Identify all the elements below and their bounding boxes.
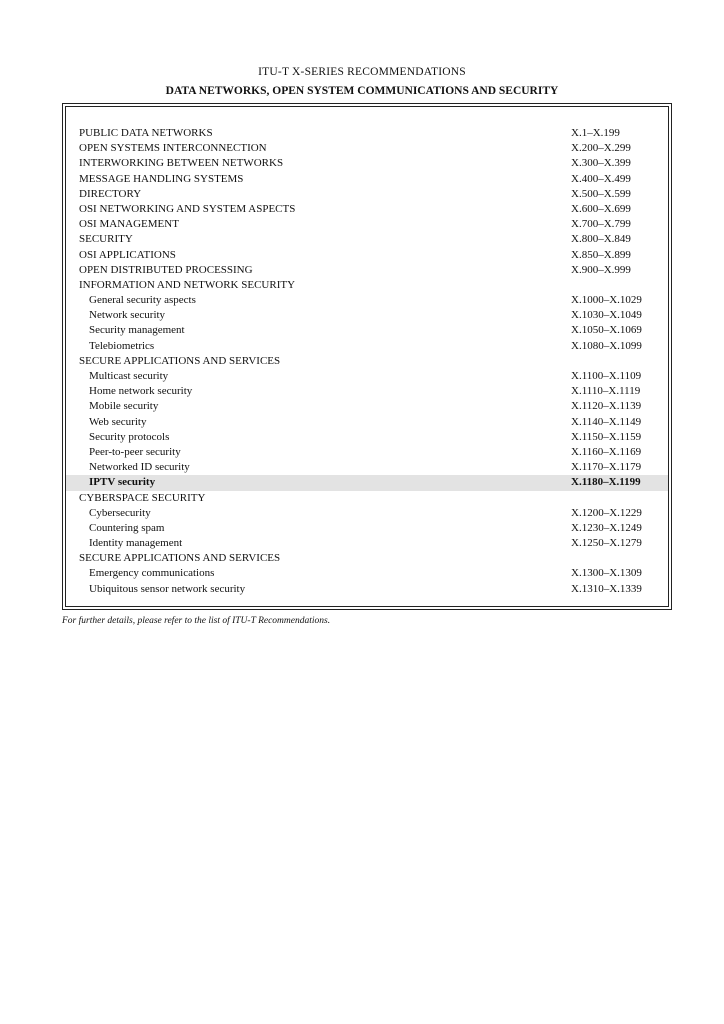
row-label: Telebiometrics — [89, 339, 155, 352]
section-heading-row — [66, 551, 668, 566]
subsection-row — [66, 536, 668, 551]
row-label: INFORMATION AND NETWORK SECURITY — [79, 278, 296, 291]
row-label: General security aspects — [89, 294, 196, 307]
subsection-row — [66, 384, 668, 399]
row-label: DIRECTORY — [79, 187, 142, 200]
row-range: X.1110–X.1119 — [571, 385, 641, 398]
row-label: Security management — [89, 324, 185, 337]
row-label: Identity management — [89, 537, 183, 550]
row-label: IPTV security — [89, 476, 156, 489]
section-row — [66, 217, 668, 232]
row-range: X.1300–X.1309 — [571, 567, 642, 580]
section-row — [66, 156, 668, 171]
page-title: ITU-T X-SERIES RECOMMENDATIONS — [258, 66, 466, 78]
row-label: INTERWORKING BETWEEN NETWORKS — [79, 157, 284, 170]
subsection-row — [66, 369, 668, 384]
row-range: X.1000–X.1029 — [571, 294, 642, 307]
row-range: X.1180–X.1199 — [571, 476, 641, 489]
row-label: OSI MANAGEMENT — [79, 218, 179, 231]
section-heading-row — [66, 278, 668, 293]
row-label: Emergency communications — [89, 567, 215, 580]
recommendations-table — [62, 103, 672, 610]
row-label: Web security — [89, 415, 147, 428]
subsection-row — [66, 399, 668, 414]
row-label: PUBLIC DATA NETWORKS — [79, 127, 213, 139]
row-range: X.1140–X.1149 — [571, 415, 642, 428]
row-label: Home network security — [89, 385, 193, 398]
row-label: OPEN SYSTEMS INTERCONNECTION — [79, 142, 267, 155]
row-label: Network security — [89, 309, 166, 322]
subsection-row — [66, 445, 668, 460]
subsection-row — [66, 293, 668, 308]
section-row — [66, 141, 668, 156]
subsection-row — [66, 308, 668, 323]
row-label: Networked ID security — [89, 461, 190, 474]
subsection-row — [66, 339, 668, 354]
row-range: X.1120–X.1139 — [571, 400, 642, 413]
row-range: X.600–X.699 — [571, 202, 631, 215]
subsection-row — [66, 460, 668, 475]
row-range: X.1–X.199 — [571, 127, 620, 139]
row-range: X.1150–X.1159 — [571, 430, 642, 443]
row-range: X.800–X.849 — [571, 233, 631, 246]
section-row — [66, 126, 668, 141]
section-row — [66, 187, 668, 202]
row-range: X.300–X.399 — [571, 157, 631, 170]
row-range: X.1170–X.1179 — [571, 461, 642, 474]
row-range: X.1080–X.1099 — [571, 339, 642, 352]
row-range: X.1200–X.1229 — [571, 506, 642, 519]
section-row — [66, 232, 668, 247]
row-label: OPEN DISTRIBUTED PROCESSING — [79, 263, 253, 276]
section-heading-row — [66, 354, 668, 369]
subsection-row — [66, 566, 668, 581]
row-label: SECURE APPLICATIONS AND SERVICES — [79, 354, 281, 367]
recommendations-table-inner — [65, 106, 669, 607]
row-range: X.200–X.299 — [571, 142, 631, 155]
row-label: Ubiquitous sensor network security — [89, 582, 246, 595]
row-range: X.1310–X.1339 — [571, 582, 642, 595]
subsection-row — [66, 415, 668, 430]
section-row — [66, 202, 668, 217]
row-label: Countering spam — [89, 521, 165, 534]
row-range: X.500–X.599 — [571, 187, 631, 200]
row-label: Multicast security — [89, 370, 169, 382]
row-label: MESSAGE HANDLING SYSTEMS — [79, 172, 244, 185]
row-range: X.1230–X.1249 — [571, 521, 642, 534]
section-row — [66, 172, 668, 187]
row-label: SECURE APPLICATIONS AND SERVICES — [79, 552, 281, 565]
section-row — [66, 248, 668, 263]
row-label: Peer-to-peer security — [89, 445, 181, 458]
row-range: X.1050–X.1069 — [571, 324, 642, 337]
row-label: Mobile security — [89, 400, 159, 413]
row-range: X.1100–X.1109 — [571, 370, 642, 382]
row-label: CYBERSPACE SECURITY — [79, 491, 206, 504]
row-label: OSI APPLICATIONS — [79, 248, 176, 261]
row-label: Cybersecurity — [89, 506, 151, 519]
recommendations-list — [66, 126, 668, 597]
row-range: X.700–X.799 — [571, 218, 631, 231]
subsection-row — [66, 430, 668, 445]
row-range: X.1030–X.1049 — [571, 309, 642, 322]
subsection-row — [66, 323, 668, 338]
subsection-row — [66, 506, 668, 521]
row-range: X.400–X.499 — [571, 172, 631, 185]
row-range: X.1250–X.1279 — [571, 537, 642, 550]
subsection-row — [66, 521, 668, 536]
row-label: OSI NETWORKING AND SYSTEM ASPECTS — [79, 202, 296, 215]
row-label: Security protocols — [89, 430, 170, 443]
row-range: X.1160–X.1169 — [571, 445, 642, 458]
subsection-row — [66, 582, 668, 597]
row-label: SECURITY — [79, 233, 133, 246]
row-range: X.900–X.999 — [571, 263, 631, 276]
section-heading-row — [66, 491, 668, 506]
page-subtitle: DATA NETWORKS, OPEN SYSTEM COMMUNICATIONS AND SECURITY — [165, 85, 559, 97]
highlighted-subsection-row — [66, 475, 668, 490]
section-row — [66, 263, 668, 278]
row-range: X.850–X.899 — [571, 248, 631, 261]
footnote: For further details, please refer to the list of ITU-T Recommendations. — [62, 616, 331, 626]
